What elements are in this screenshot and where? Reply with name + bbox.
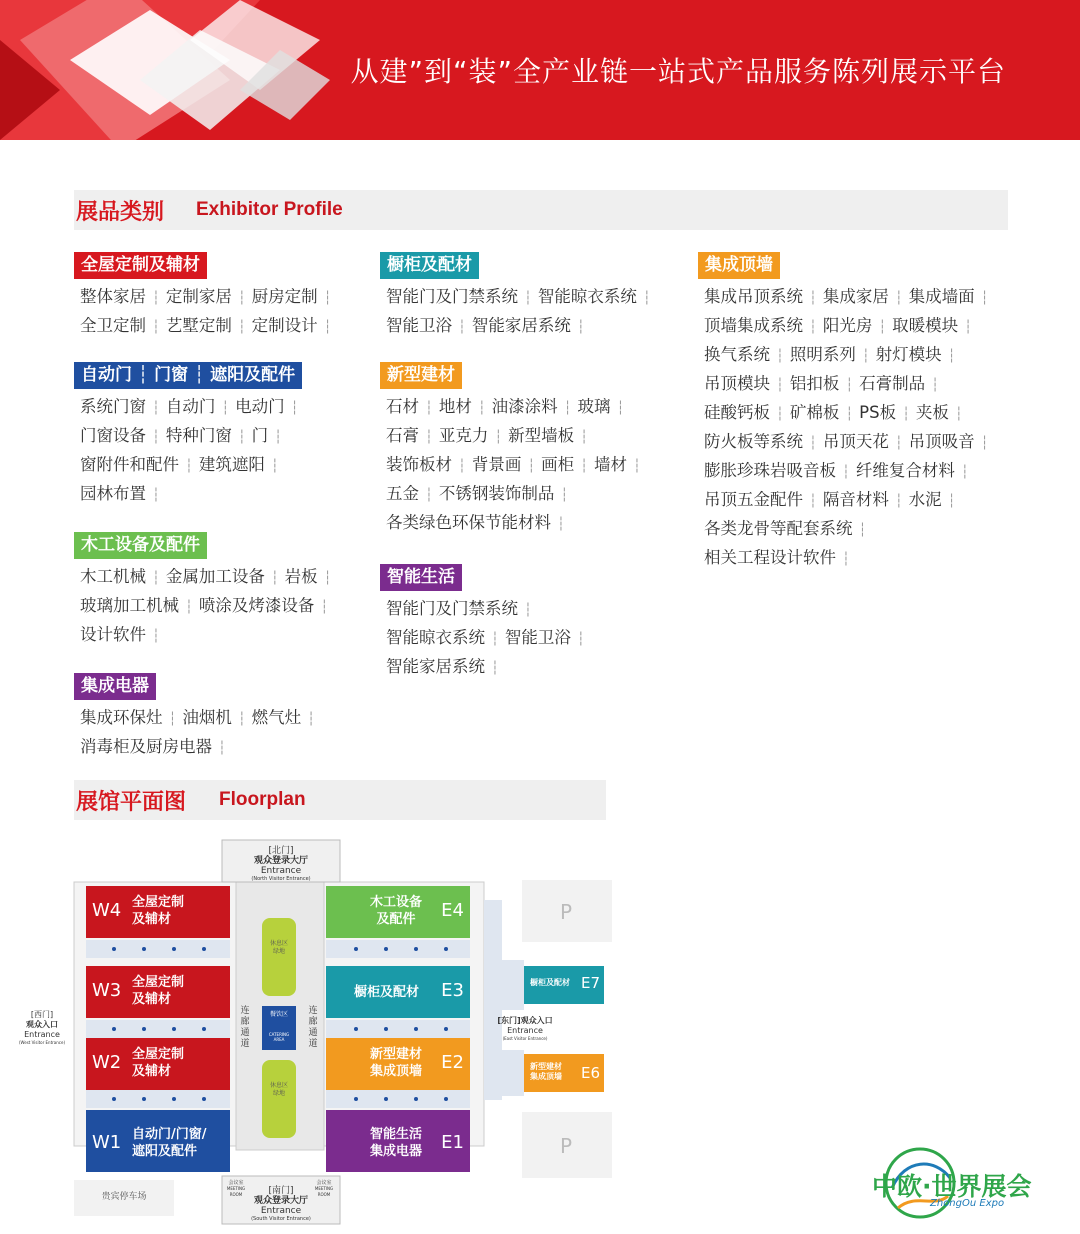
category-item: 膨胀珍珠岩吸音板 [704, 461, 836, 480]
category-item: 集成环保灶 [80, 708, 163, 727]
category-item: 取暖模块 [892, 316, 959, 335]
category-item: 艺墅定制 [165, 316, 232, 335]
separator-icon: ┆ [947, 494, 956, 509]
separator-icon: ┆ [980, 291, 989, 306]
category-item: 自动门 [165, 397, 216, 416]
category-item: 油烟机 [182, 708, 232, 727]
separator-icon: ┆ [152, 320, 160, 335]
hall-w2 [86, 1038, 230, 1090]
category-title: 全屋定制及辅材 [74, 252, 207, 279]
separator-icon: ┆ [425, 488, 433, 503]
category-item: 石膏 [386, 426, 419, 445]
category-item: 装饰板材 [386, 455, 452, 474]
meeting-room-en: MEETING ROOM [314, 1186, 334, 1197]
separator-icon: ┆ [237, 712, 246, 727]
corridor-west-label: 连 廊 通 道 [240, 1006, 250, 1049]
category-item: 墙材 [593, 455, 627, 474]
category-item: 电动门 [235, 397, 285, 416]
category-item: 门窗设备 [80, 426, 146, 445]
separator-icon: ┆ [842, 465, 850, 480]
meeting-room-east [310, 1180, 338, 1198]
category-item: 智能家居系统 [471, 316, 571, 335]
category-item: 地材 [438, 397, 472, 416]
separator-icon: ┆ [861, 349, 870, 364]
hall-code: W1 [92, 1132, 122, 1153]
hall-code: E6 [580, 1064, 600, 1082]
separator-icon: ┆ [185, 459, 193, 474]
hall-name: 智能生活 集成电器 [370, 1127, 423, 1159]
hall-name: 橱柜及配材 [354, 985, 420, 1000]
category-item: PS板 [859, 403, 897, 422]
separator-icon: ┆ [580, 430, 588, 445]
separator-icon: ┆ [980, 436, 989, 451]
separator-icon: ┆ [425, 401, 433, 416]
hall-name: 全屋定制 及辅材 [132, 1047, 185, 1079]
category-item: 玻璃加工机械 [80, 596, 179, 615]
separator-icon: ┆ [842, 552, 850, 567]
category-item: 吊顶吸音 [908, 432, 975, 451]
separator-icon: ┆ [809, 291, 817, 306]
category-item: 各类龙骨等配套系统 [704, 519, 853, 538]
separator-icon: ┆ [494, 430, 503, 445]
category-item: 照明系列 [789, 345, 856, 364]
category-item: 画柜 [541, 455, 575, 474]
category-item: 消毒柜及厨房电器 [80, 737, 212, 756]
hall-name: 橱柜及配材 [530, 978, 570, 987]
separator-icon: ┆ [809, 494, 817, 509]
category-item: 亚克力 [438, 426, 489, 445]
category-item: 纤维复合材料 [855, 461, 955, 480]
category-item: 相关工程设计软件 [704, 548, 836, 567]
west-gate: [西门] [30, 1010, 54, 1019]
category-item: 射灯模块 [875, 345, 942, 364]
separator-icon: ┆ [323, 320, 332, 335]
floorplan-title-cn: 展馆平面图 [76, 790, 187, 815]
east-entrance [490, 1016, 560, 1041]
category-item: 智能晾衣系统 [537, 287, 637, 306]
category-item: 厨房定制 [251, 287, 318, 306]
category-item: 新型墙板 [508, 426, 575, 445]
rest-area-label-south: 休息区 绿地 [269, 1082, 288, 1097]
category-item: 金属加工设备 [165, 567, 265, 586]
category-item: 五金 [386, 484, 419, 503]
south-gate: [南门] [268, 1186, 294, 1196]
south-hall: 观众登录大厅 [253, 1196, 308, 1206]
category-item: 硅酸钙板 [704, 403, 770, 422]
separator-icon: ┆ [894, 291, 903, 306]
west-en: Entrance [24, 1030, 60, 1039]
separator-icon: ┆ [576, 632, 585, 647]
separator-icon: ┆ [809, 320, 817, 335]
category-item: 各类绿色环保节能材料 [386, 513, 551, 532]
separator-icon: ┆ [152, 430, 160, 445]
north-en: Entrance [260, 866, 302, 876]
west-entrance [14, 1010, 70, 1045]
category-item: 顶墙集成系统 [704, 316, 803, 335]
profile-title-en: Exhibitor Profile [196, 199, 343, 220]
category-item: 门 [251, 426, 269, 445]
category-title: 集成顶墙 [698, 252, 780, 279]
separator-icon: ┆ [931, 378, 939, 393]
separator-icon: ┆ [218, 741, 226, 756]
separator-icon: ┆ [425, 430, 433, 445]
hall-name: 新型建材 集成顶墙 [370, 1047, 423, 1079]
hall-name: 自动门/门窗/ 遮阳及配件 [132, 1127, 207, 1159]
category-item: 系统门窗 [80, 397, 146, 416]
meeting-room-west [222, 1180, 250, 1198]
separator-icon: ┆ [237, 430, 246, 445]
category-item: 岩板 [284, 567, 318, 586]
catering-label-en: CATERING AREA [268, 1032, 290, 1042]
north-gate: [北门] [268, 846, 294, 856]
separator-icon: ┆ [954, 407, 963, 422]
category-item: 设计软件 [80, 625, 146, 644]
separator-icon: ┆ [458, 320, 466, 335]
separator-icon: ┆ [185, 600, 193, 615]
category-item: 吊顶模块 [704, 374, 770, 393]
category-item: 窗附件和配件 [80, 455, 179, 474]
hall-w4 [86, 886, 230, 938]
hall-name: 新型建材 集成顶墙 [530, 1062, 562, 1081]
meeting-room-label: 会议室 [228, 1180, 244, 1186]
category-item: 水泥 [908, 490, 942, 509]
category-item: 喷涂及烤漆设备 [198, 596, 315, 615]
separator-icon: ┆ [491, 661, 499, 676]
category-item: 智能门及门禁系统 [386, 599, 518, 618]
category-item: 园林布置 [80, 484, 146, 503]
category-item: 燃气灶 [251, 708, 302, 727]
separator-icon: ┆ [809, 436, 817, 451]
separator-icon: ┆ [237, 291, 246, 306]
separator-icon: ┆ [878, 320, 887, 335]
separator-icon: ┆ [152, 571, 160, 586]
separator-icon: ┆ [527, 459, 536, 474]
category-title: 木工设备及配件 [74, 532, 207, 559]
category-item: 集成吊顶系统 [704, 287, 803, 306]
west-hall: 观众入口 [26, 1020, 58, 1029]
north-sub: (North Visitor Entrance) [251, 876, 311, 882]
parking-south-icon: P [560, 1134, 573, 1158]
separator-icon: ┆ [524, 603, 532, 618]
south-sub: (South Visitor Entrance) [251, 1216, 311, 1222]
category-item: 防火板等系统 [704, 432, 803, 451]
north-hall: 观众登录大厅 [253, 856, 308, 866]
profile-title-cn: 展品类别 [76, 200, 165, 225]
hall-e7 [524, 966, 604, 1004]
separator-icon: ┆ [563, 401, 572, 416]
category-item: 石材 [386, 397, 419, 416]
east-sub: (East Visitor Entrance) [502, 1036, 548, 1041]
category-item: 智能门及门禁系统 [386, 287, 518, 306]
separator-icon: ┆ [168, 712, 177, 727]
separator-icon: ┆ [576, 320, 585, 335]
vip-parking-label: 贵宾停车场 [101, 1192, 147, 1202]
category-item: 智能卫浴 [504, 628, 571, 647]
hall-name: 全屋定制 及辅材 [132, 975, 185, 1007]
separator-icon: ┆ [152, 401, 160, 416]
separator-icon: ┆ [964, 320, 972, 335]
hall-code: E2 [441, 1052, 464, 1073]
hall-code: W4 [92, 900, 122, 921]
category-item: 整体家居 [80, 287, 146, 306]
separator-icon: ┆ [152, 629, 160, 644]
south-en: Entrance [260, 1206, 302, 1216]
separator-icon: ┆ [894, 436, 903, 451]
separator-icon: ┆ [960, 465, 969, 480]
category-item: 全卫定制 [80, 316, 146, 335]
separator-icon: ┆ [616, 401, 625, 416]
separator-icon: ┆ [323, 291, 332, 306]
separator-icon: ┆ [858, 523, 867, 538]
category-item: 定制设计 [251, 316, 318, 335]
east-en: Entrance [507, 1026, 543, 1035]
hall-e1 [326, 1110, 470, 1172]
category-item: 隔音材料 [822, 490, 889, 509]
hall-e3 [326, 966, 470, 1018]
hall-w1 [86, 1110, 230, 1172]
separator-icon: ┆ [270, 459, 279, 474]
separator-icon: ┆ [580, 459, 588, 474]
separator-icon: ┆ [845, 378, 854, 393]
separator-icon: ┆ [221, 401, 230, 416]
separator-icon: ┆ [152, 488, 160, 503]
separator-icon: ┆ [776, 378, 784, 393]
separator-icon: ┆ [894, 494, 903, 509]
floorplan-title-en: Floorplan [219, 789, 306, 810]
hall-code: E4 [441, 900, 464, 921]
category-item: 智能卫浴 [386, 316, 452, 335]
hall-code: E7 [580, 974, 600, 992]
separator-icon: ┆ [270, 571, 279, 586]
meeting-room-label: 会议室 [316, 1180, 332, 1186]
separator-icon: ┆ [845, 407, 854, 422]
logo-text-cn: 中欧·世界展会 [872, 1172, 1032, 1201]
hall-code: W2 [92, 1052, 122, 1073]
hall-name: 全屋定制 及辅材 [132, 895, 185, 927]
category-title: 橱柜及配材 [380, 252, 479, 279]
separator-icon: ┆ [477, 401, 486, 416]
category-item: 玻璃 [577, 397, 611, 416]
category-item: 夹板 [915, 403, 949, 422]
separator-icon: ┆ [642, 291, 651, 306]
category-item: 智能晾衣系统 [386, 628, 485, 647]
category-item: 定制家居 [165, 287, 232, 306]
hall-e2 [326, 1038, 470, 1090]
category-title: 智能生活 [380, 564, 462, 591]
east-gate: [东门]观众入口 [497, 1016, 553, 1025]
category-item: 阳光房 [822, 316, 873, 335]
separator-icon: ┆ [560, 488, 569, 503]
category-item: 吊顶天花 [822, 432, 889, 451]
separator-icon: ┆ [458, 459, 466, 474]
separator-icon: ┆ [323, 571, 332, 586]
category-title: 新型建材 [380, 362, 462, 389]
separator-icon: ┆ [632, 459, 641, 474]
rest-area-label-north: 休息区 绿地 [269, 940, 288, 955]
hall-e4 [326, 886, 470, 938]
category-item: 石膏制品 [859, 374, 926, 393]
category-item: 铝扣板 [789, 374, 840, 393]
category-item: 换气系统 [704, 345, 770, 364]
separator-icon: ┆ [237, 320, 246, 335]
category-item: 吊顶五金配件 [704, 490, 803, 509]
separator-icon: ┆ [947, 349, 956, 364]
hall-e6 [524, 1054, 604, 1092]
corridor-east-label: 连 廊 通 道 [308, 1006, 318, 1049]
hall-w3 [86, 966, 230, 1018]
category-title: 自动门 ┆ 门窗 ┆ 遮阳及配件 [74, 362, 302, 389]
category-item: 矿棉板 [789, 403, 840, 422]
north-entrance [226, 846, 336, 882]
category-item: 智能家居系统 [386, 657, 485, 676]
banner-slogan: 从建”到“装”全产业链一站式产品服务陈列展示平台 [350, 55, 1006, 88]
meeting-room-en: MEETING ROOM [226, 1186, 246, 1197]
category-item: 不锈钢装饰制品 [438, 484, 555, 503]
hall-code: W3 [92, 980, 122, 1001]
separator-icon: ┆ [524, 291, 532, 306]
hall-code: E3 [441, 980, 464, 1001]
west-sub: (West Visitor Entrance) [18, 1040, 66, 1045]
category-item: 集成墙面 [908, 287, 975, 306]
separator-icon: ┆ [902, 407, 910, 422]
separator-icon: ┆ [307, 712, 315, 727]
catering-label: 餐饮区 [269, 1011, 288, 1018]
separator-icon: ┆ [557, 517, 565, 532]
category-item: 集成家居 [822, 287, 889, 306]
category-item: 特种门窗 [165, 426, 232, 445]
category-item: 油漆涂料 [491, 397, 558, 416]
separator-icon: ┆ [320, 600, 329, 615]
separator-icon: ┆ [152, 291, 160, 306]
hall-name: 木工设备 及配件 [370, 895, 423, 927]
separator-icon: ┆ [274, 430, 282, 445]
logo-text-en: ZhongOu Expo [930, 1198, 1005, 1209]
separator-icon: ┆ [776, 349, 784, 364]
category-item: 背景画 [471, 455, 522, 474]
hall-code: E1 [441, 1132, 464, 1153]
separator-icon: ┆ [290, 401, 299, 416]
category-item: 建筑遮阳 [198, 455, 265, 474]
category-item: 木工机械 [80, 567, 146, 586]
category-title: 集成电器 [74, 673, 156, 700]
separator-icon: ┆ [491, 632, 499, 647]
separator-icon: ┆ [776, 407, 784, 422]
parking-north-icon: P [560, 900, 573, 924]
